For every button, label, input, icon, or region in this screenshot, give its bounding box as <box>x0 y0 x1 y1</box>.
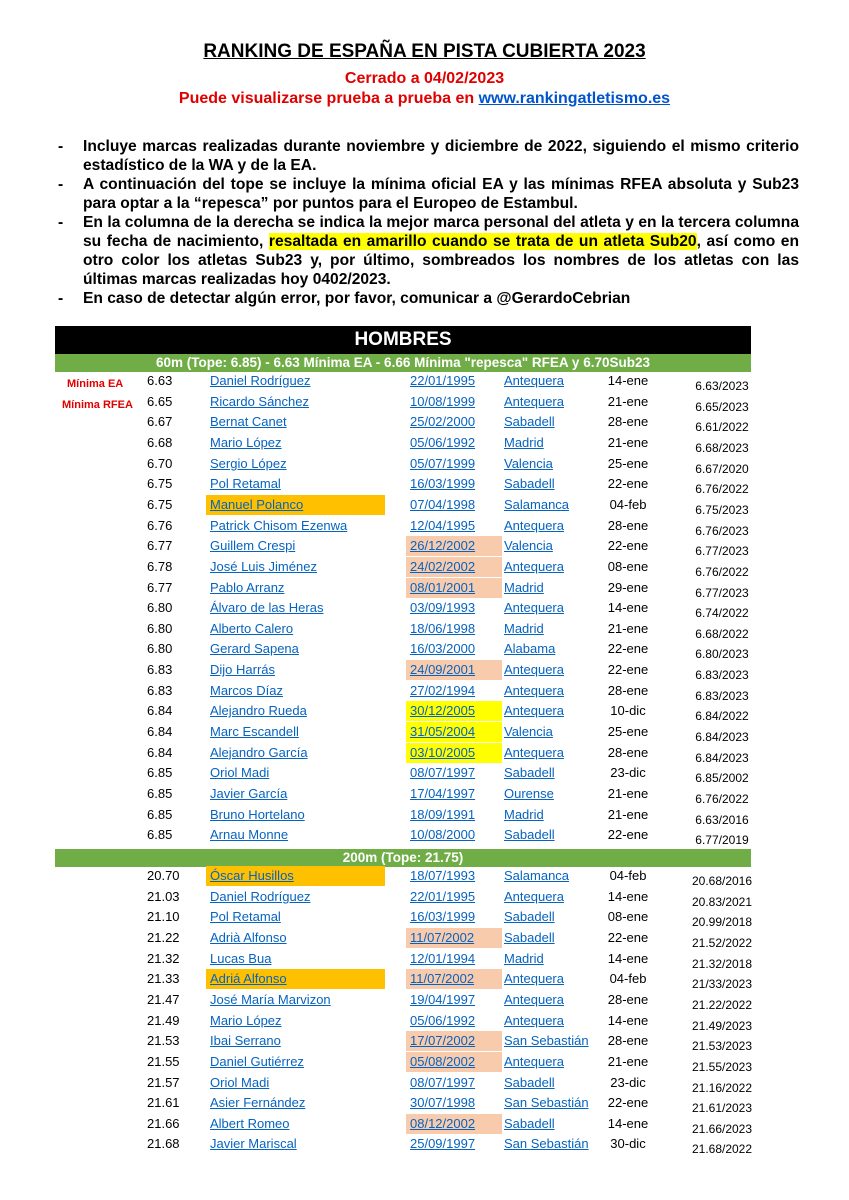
table-row <box>0 1052 849 1072</box>
venue-link[interactable]: Sabadell <box>504 929 555 945</box>
birth-date-link[interactable]: 05/06/1992 <box>410 1012 476 1028</box>
personal-best: 6.77/2023 <box>695 585 749 600</box>
athlete-name-link[interactable]: Daniel Rodríguez <box>210 373 311 388</box>
note-item: - A continuación del tope se incluye la mínima oficial EA y las mínimas RFEA absoluta y Sub23 para optar a la “repesca” por puntos para el Europeo de Estambul. <box>55 175 799 213</box>
athlete-name-link[interactable]: Ricardo Sánchez <box>210 393 309 409</box>
venue-link[interactable]: Antequera <box>504 373 564 388</box>
birth-date-link[interactable]: 31/05/2004 <box>406 722 502 742</box>
table-row <box>0 969 849 992</box>
competition-date: 29-ene <box>607 579 649 595</box>
birth-date-link[interactable]: 24/02/2002 <box>406 557 502 577</box>
mark-cell: 6.63 <box>147 373 173 388</box>
personal-best: 6.85/2002 <box>695 771 749 786</box>
venue-link[interactable]: San Sebastián <box>504 1095 589 1111</box>
competition-date: 28-ene <box>607 744 649 760</box>
personal-best: 6.77/2023 <box>695 544 749 559</box>
athlete-name-link[interactable]: Pablo Arranz <box>210 579 285 595</box>
mark-cell: 6.78 <box>147 558 173 574</box>
venue-link[interactable]: Sabadell <box>504 1115 555 1131</box>
competition-date: 21-ene <box>607 434 649 450</box>
mark-cell: 6.80 <box>147 600 173 616</box>
table-row <box>0 1011 849 1031</box>
table-row <box>0 763 849 786</box>
mark-cell: 21.22 <box>147 929 180 945</box>
competition-date: 25-ene <box>607 724 649 740</box>
venue-link[interactable]: Madrid <box>504 950 544 966</box>
competition-date: 14-ene <box>607 1115 649 1131</box>
birth-date-link[interactable]: 03/10/2005 <box>406 743 502 763</box>
personal-best: 20.68/2016 <box>691 874 753 888</box>
mark-cell: 6.84 <box>147 744 173 760</box>
birth-date-link[interactable]: 24/09/2001 <box>406 660 502 680</box>
ranking-website-link[interactable]: www.rankingatletismo.es <box>478 90 671 107</box>
birth-date-link[interactable]: 30/12/2005 <box>406 701 502 721</box>
view-text: Puede visualizarse prueba a prueba en <box>178 90 479 107</box>
mark-cell: 21.55 <box>147 1053 180 1069</box>
birth-date-link[interactable]: 17/04/1997 <box>410 786 476 801</box>
personal-best: 6.84/2023 <box>695 750 749 765</box>
venue-link[interactable]: Antequera <box>504 600 564 616</box>
mark-cell: 6.67 <box>147 414 173 430</box>
competition-date: 22-ene <box>607 827 649 843</box>
personal-best: 21.49/2023 <box>691 1018 753 1033</box>
mark-cell: 6.83 <box>147 682 173 698</box>
table-row <box>0 392 849 412</box>
personal-best: 6.65/2023 <box>695 399 749 414</box>
birth-date-link[interactable]: 17/07/2002 <box>406 1031 502 1051</box>
competition-date: 14-ene <box>607 373 649 388</box>
competition-date: 22-ene <box>607 476 649 492</box>
note-item: - En caso de detectar algún error, por favor, comunicar a @GerardoCebrian <box>55 289 799 308</box>
birth-date-link[interactable]: 10/08/1999 <box>410 393 476 409</box>
personal-best: 21/33/2023 <box>691 977 753 992</box>
athlete-name-link[interactable]: Pol Retamal <box>210 476 281 492</box>
athlete-name-link[interactable]: Dijo Harrás <box>210 662 276 678</box>
competition-date: 22-ene <box>607 1095 649 1111</box>
personal-best: 20.99/2018 <box>691 915 753 930</box>
athlete-name-link[interactable]: Adriá Alfonso <box>206 969 385 989</box>
table-row <box>0 371 849 391</box>
note-item <box>55 213 799 289</box>
mark-cell: 6.84 <box>147 724 173 740</box>
note-text: , así como en otro color los atletas Sub23 y, por último, sombreados los nombres de los atletas con las últimas marcas realizadas hoy 0402/2023. <box>83 233 799 288</box>
venue-link[interactable]: Antequera <box>504 682 564 698</box>
venue-link[interactable]: Alabama <box>504 641 556 657</box>
competition-date: 08-ene <box>607 909 649 925</box>
athlete-name-link[interactable]: Alberto Calero <box>210 620 294 636</box>
venue-link[interactable]: Madrid <box>504 620 544 636</box>
athlete-name-link[interactable]: Gerard Sapena <box>210 641 299 657</box>
competition-date: 28-ene <box>607 991 649 1007</box>
competition-date: 14-ene <box>607 950 649 966</box>
table-row <box>0 1031 849 1054</box>
competition-date: 21-ene <box>607 806 649 822</box>
personal-best: 21.66/2023 <box>691 1121 753 1136</box>
table-row <box>0 1073 849 1093</box>
mark-cell: 6.85 <box>147 786 173 801</box>
personal-best: 6.84/2022 <box>695 709 749 724</box>
personal-best: 20.83/2021 <box>691 894 753 909</box>
venue-link[interactable]: Antequera <box>504 888 564 904</box>
athlete-name-link[interactable]: Adrià Alfonso <box>210 929 287 945</box>
birth-date-link[interactable]: 08/07/1997 <box>410 765 476 781</box>
mark-cell: 21.32 <box>147 950 180 966</box>
birth-date-link[interactable]: 18/06/1998 <box>410 620 476 636</box>
mark-cell: 6.80 <box>147 641 173 657</box>
venue-link[interactable]: Valencia <box>504 724 553 740</box>
note-highlight: resaltada en amarillo cuando se trata de un atleta Sub20 <box>268 233 697 250</box>
athlete-name-link[interactable]: Bernat Canet <box>210 414 287 430</box>
mark-cell: 21.61 <box>147 1095 180 1111</box>
birth-date-link[interactable]: 11/07/2002 <box>406 928 502 948</box>
note-text: En la columna de la derecha se indica la mejor marca personal del atleta y en la tercera columna su fecha de nacimiento, <box>83 214 799 250</box>
table-row <box>0 866 849 886</box>
event-header-200m: 200m (Tope: 21.75) <box>55 849 751 867</box>
athlete-name-link[interactable]: José María Marvizon <box>210 991 331 1007</box>
athlete-name-link[interactable]: Javier Mariscal <box>210 1136 297 1152</box>
birth-date-link[interactable]: 07/04/1998 <box>410 496 476 512</box>
venue-link[interactable]: Sabadell <box>504 909 555 925</box>
personal-best: 21.22/2022 <box>691 997 753 1012</box>
venue-link[interactable]: Antequera <box>504 517 564 533</box>
personal-best: 6.74/2022 <box>695 606 749 621</box>
athlete-name-link[interactable]: Oriol Madi <box>210 1074 270 1090</box>
athlete-name-link[interactable]: Óscar Husillos <box>206 866 385 886</box>
table-row <box>0 578 849 598</box>
mark-cell: 21.68 <box>147 1136 180 1152</box>
venue-link[interactable]: San Sebastián <box>504 1033 589 1049</box>
table-row <box>0 619 849 639</box>
section-header-men: HOMBRES <box>55 326 751 354</box>
athlete-name-link[interactable]: Alejandro García <box>210 744 308 760</box>
athlete-name-link[interactable]: Mario López <box>210 434 282 450</box>
athlete-name-link[interactable]: Bruno Hortelano <box>210 806 305 822</box>
venue-link[interactable]: Antequera <box>504 1053 564 1069</box>
birth-date-link[interactable]: 27/02/1994 <box>410 682 476 698</box>
table-row <box>0 1114 849 1134</box>
competition-date: 04-feb <box>609 496 647 512</box>
venue-link[interactable]: Antequera <box>504 703 564 719</box>
athlete-name-link[interactable]: Javier García <box>210 786 288 801</box>
venue-link[interactable]: Sabadell <box>504 827 555 843</box>
athlete-name-link[interactable]: Álvaro de las Heras <box>210 600 324 616</box>
personal-best: 6.61/2022 <box>695 420 749 435</box>
notes-list <box>55 137 799 308</box>
personal-best: 21.68/2022 <box>691 1142 753 1157</box>
venue-link[interactable]: Antequera <box>504 991 564 1007</box>
table-row <box>0 681 849 701</box>
competition-date: 21-ene <box>607 786 649 801</box>
mark-cell: 6.85 <box>147 806 173 822</box>
birth-date-link[interactable]: 08/01/2001 <box>406 578 502 598</box>
competition-date: 04-feb <box>609 971 647 987</box>
personal-best: 6.68/2022 <box>695 626 749 641</box>
venue-link[interactable]: Madrid <box>504 806 544 822</box>
competition-date: 22-ene <box>607 538 649 554</box>
mark-cell: 6.76 <box>147 517 173 533</box>
venue-link[interactable]: Madrid <box>504 579 544 595</box>
table-row <box>0 1134 849 1157</box>
personal-best: 6.77/2019 <box>695 833 749 848</box>
personal-best: 6.76/2022 <box>695 792 749 806</box>
competition-date: 22-ene <box>607 929 649 945</box>
table-row <box>0 907 849 930</box>
birth-date-link[interactable]: 19/04/1997 <box>410 991 476 1007</box>
mark-cell: 21.03 <box>147 888 180 904</box>
competition-date: 21-ene <box>607 1053 649 1069</box>
page-title: RANKING DE ESPAÑA EN PISTA CUBIERTA 2023 <box>203 41 646 62</box>
mark-cell: 6.75 <box>147 476 173 492</box>
personal-best: 21.53/2023 <box>691 1039 753 1054</box>
mark-cell: 21.57 <box>147 1074 180 1090</box>
birth-date-link[interactable]: 30/07/1998 <box>410 1095 476 1111</box>
mark-cell: 6.68 <box>147 434 173 450</box>
personal-best: 6.76/2022 <box>695 564 749 579</box>
birth-date-link[interactable]: 18/07/1993 <box>410 868 476 883</box>
minimum-rfea-label: Mínima RFEA <box>62 399 133 411</box>
birth-date-link[interactable]: 08/07/1997 <box>410 1074 476 1090</box>
table-row <box>0 454 849 474</box>
athlete-name-link[interactable]: Ibai Serrano <box>210 1033 281 1049</box>
venue-link[interactable]: Antequera <box>504 744 564 760</box>
competition-date: 28-ene <box>607 682 649 698</box>
mark-cell: 6.84 <box>147 703 173 719</box>
athlete-name-link[interactable]: Marcos Díaz <box>210 682 283 698</box>
mark-cell: 6.65 <box>147 393 173 409</box>
mark-cell: 21.53 <box>147 1033 180 1049</box>
venue-link[interactable]: San Sebastián <box>504 1136 589 1152</box>
athlete-name-link[interactable]: Albert Romeo <box>210 1115 290 1131</box>
personal-best: 6.76/2022 <box>695 482 749 497</box>
mark-cell: 21.66 <box>147 1115 180 1131</box>
table-row <box>0 743 849 763</box>
athlete-name-link[interactable]: Asier Fernández <box>210 1095 306 1111</box>
venue-link[interactable]: Salamanca <box>504 496 570 512</box>
birth-date-link[interactable]: 22/01/1995 <box>410 888 476 904</box>
table-row <box>0 928 849 948</box>
competition-date: 21-ene <box>607 620 649 636</box>
venue-link[interactable]: Valencia <box>504 538 553 554</box>
personal-best: 21.55/2023 <box>691 1059 753 1074</box>
athlete-name-link[interactable]: José Luis Jiménez <box>210 558 317 574</box>
birth-date-link[interactable]: 10/08/2000 <box>410 827 476 843</box>
mark-cell: 21.10 <box>147 909 180 925</box>
venue-link[interactable]: Sabadell <box>504 476 555 492</box>
table-row <box>0 990 849 1010</box>
personal-best: 21.32/2018 <box>691 956 753 971</box>
mark-cell: 6.70 <box>147 455 173 471</box>
birth-date-link[interactable]: 03/09/1993 <box>410 600 476 616</box>
athlete-name-link[interactable]: Guillem Crespi <box>210 538 296 554</box>
athlete-name-link[interactable]: Daniel Gutiérrez <box>210 1053 304 1069</box>
table-row <box>0 536 849 559</box>
birth-date-link[interactable]: 16/03/2000 <box>410 641 476 657</box>
table-row <box>0 660 849 683</box>
athlete-name-link[interactable]: Lucas Bua <box>210 950 272 966</box>
note-item: - Incluye marcas realizadas durante noviembre y diciembre de 2022, siguiendo el mismo criterio estadístico de la WA y de la EA. <box>55 137 799 175</box>
birth-date-link[interactable]: 25/09/1997 <box>410 1136 476 1152</box>
table-row <box>0 433 849 453</box>
athlete-name-link[interactable]: Daniel Rodríguez <box>210 888 311 904</box>
mark-cell: 20.70 <box>147 868 180 883</box>
mark-cell: 6.85 <box>147 827 173 843</box>
table-row <box>0 495 849 515</box>
venue-link[interactable]: Antequera <box>504 393 564 409</box>
athlete-name-link[interactable]: Alejandro Rueda <box>210 703 307 719</box>
birth-date-link[interactable]: 18/09/1991 <box>410 806 476 822</box>
birth-date-link[interactable]: 16/03/1999 <box>410 476 476 492</box>
table-row <box>0 949 849 969</box>
athlete-name-link[interactable]: Patrick Chisom Ezenwa <box>210 517 348 533</box>
mark-cell: 6.85 <box>147 765 173 781</box>
venue-link[interactable]: Antequera <box>504 558 564 574</box>
birth-date-link[interactable]: 12/01/1994 <box>410 950 476 966</box>
venue-link[interactable]: Salamanca <box>504 868 570 883</box>
mark-cell: 21.33 <box>147 971 180 987</box>
table-row <box>0 701 849 724</box>
competition-date: 14-ene <box>607 1012 649 1028</box>
minimum-ea-label: Mínima EA <box>67 378 124 390</box>
venue-link[interactable]: Sabadell <box>504 414 555 430</box>
competition-date: 23-dic <box>610 1074 646 1090</box>
personal-best: 6.67/2020 <box>695 461 749 476</box>
birth-date-link[interactable]: 16/03/1999 <box>410 909 476 925</box>
mark-cell: 6.77 <box>147 538 173 554</box>
athlete-name-link[interactable]: Oriol Madi <box>210 765 270 781</box>
birth-date-link[interactable]: 25/02/2000 <box>410 414 476 430</box>
personal-best: 21.52/2022 <box>691 935 753 950</box>
competition-date: 22-ene <box>607 662 649 678</box>
venue-link[interactable]: Sabadell <box>504 1074 555 1090</box>
competition-date: 28-ene <box>607 1033 649 1049</box>
table-row <box>0 1093 849 1116</box>
athlete-name-link[interactable]: Marc Escandell <box>210 724 299 740</box>
venue-link[interactable]: Antequera <box>504 662 564 678</box>
competition-date: 21-ene <box>607 393 649 409</box>
venue-link[interactable]: Ourense <box>504 786 554 801</box>
competition-date: 28-ene <box>607 517 649 533</box>
table-row <box>0 805 849 825</box>
table-row <box>0 722 849 745</box>
birth-date-link[interactable]: 26/12/2002 <box>406 536 502 556</box>
venue-link[interactable]: Antequera <box>504 1012 564 1028</box>
table-row <box>0 784 849 804</box>
mark-cell: 21.47 <box>147 991 180 1007</box>
venue-link[interactable]: Valencia <box>504 455 553 471</box>
mark-cell: 6.75 <box>147 496 173 512</box>
competition-date: 08-ene <box>607 558 649 574</box>
personal-best: 6.83/2023 <box>695 668 749 683</box>
competition-date: 25-ene <box>607 455 649 471</box>
competition-date: 14-ene <box>607 888 649 904</box>
personal-best: 6.63/2023 <box>695 379 749 393</box>
table-row <box>0 598 849 621</box>
competition-date: 28-ene <box>607 414 649 430</box>
personal-best: 6.68/2023 <box>695 440 749 455</box>
birth-date-link[interactable]: 05/08/2002 <box>406 1052 502 1072</box>
athlete-name-link[interactable]: Sergio López <box>210 455 287 471</box>
athlete-name-link[interactable]: Manuel Polanco <box>206 495 385 515</box>
closed-date: Cerrado a 04/02/2023 <box>344 70 505 87</box>
personal-best: 6.63/2016 <box>695 812 749 827</box>
competition-date: 04-feb <box>609 868 647 883</box>
birth-date-link[interactable]: 05/06/1992 <box>410 434 476 450</box>
table-row <box>0 639 849 662</box>
venue-link[interactable]: Sabadell <box>504 765 555 781</box>
athlete-name-link[interactable]: Pol Retamal <box>210 909 281 925</box>
table-row <box>0 887 849 907</box>
table-row <box>0 474 849 497</box>
personal-best: 6.84/2023 <box>695 730 749 745</box>
table-row <box>0 825 849 848</box>
mark-cell: 6.77 <box>147 579 173 595</box>
competition-date: 23-dic <box>610 765 646 781</box>
personal-best: 21.16/2022 <box>691 1080 753 1095</box>
competition-date: 14-ene <box>607 600 649 616</box>
table-row <box>0 557 849 577</box>
birth-date-link[interactable]: 12/04/1995 <box>410 517 476 533</box>
personal-best: 6.83/2023 <box>695 688 749 703</box>
view-line <box>0 90 849 108</box>
personal-best: 21.61/2023 <box>691 1101 753 1116</box>
birth-date-link[interactable]: 22/01/1995 <box>410 373 476 388</box>
personal-best: 6.76/2023 <box>695 523 749 538</box>
personal-best: 6.75/2023 <box>695 502 749 517</box>
mark-cell: 6.83 <box>147 662 173 678</box>
venue-link[interactable]: Madrid <box>504 434 544 450</box>
mark-cell: 21.49 <box>147 1012 180 1028</box>
table-row <box>0 516 849 536</box>
birth-date-link[interactable]: 08/12/2002 <box>406 1114 502 1134</box>
competition-date: 30-dic <box>610 1136 646 1152</box>
competition-date: 10-dic <box>610 703 646 719</box>
birth-date-link[interactable]: 05/07/1999 <box>410 455 476 471</box>
personal-best: 6.80/2023 <box>695 647 749 662</box>
event-header-60m: 60m (Tope: 6.85) - 6.63 Mínima EA - 6.66 Mínima "repesca" RFEA y 6.70Sub23 <box>55 354 751 372</box>
athlete-name-link[interactable]: Mario López <box>210 1012 282 1028</box>
birth-date-link[interactable]: 11/07/2002 <box>406 969 502 989</box>
venue-link[interactable]: Antequera <box>504 971 564 987</box>
mark-cell: 6.80 <box>147 620 173 636</box>
competition-date: 22-ene <box>607 641 649 657</box>
table-row <box>0 412 849 435</box>
athlete-name-link[interactable]: Arnau Monne <box>210 827 289 843</box>
